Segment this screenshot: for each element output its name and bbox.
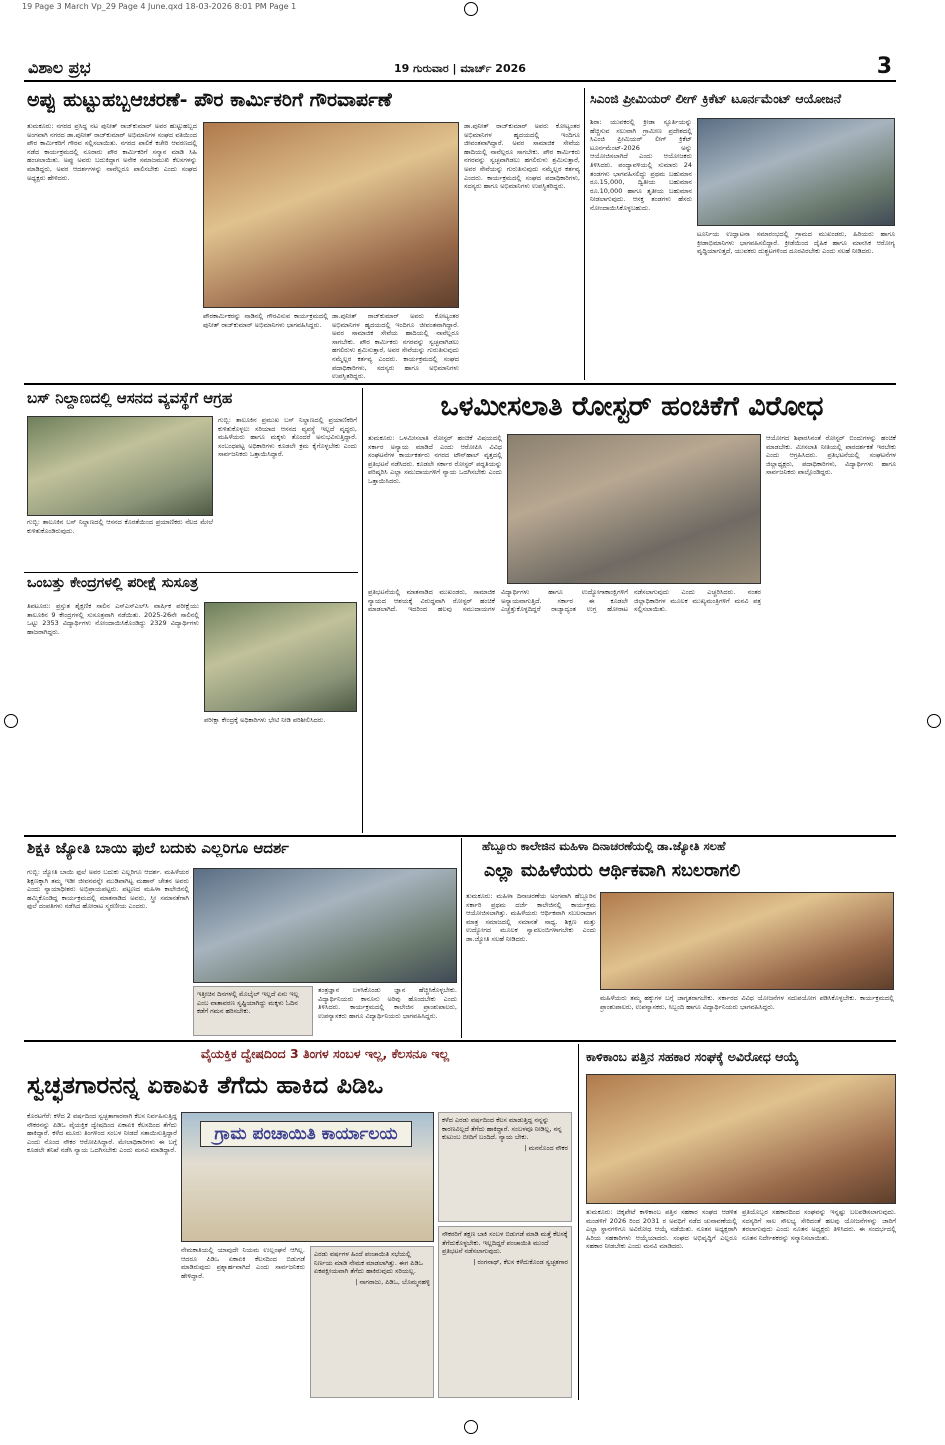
quote-attribution: | ಮನನೊಂದ ನೌಕರ (524, 1143, 568, 1152)
section-divider (24, 572, 358, 573)
article-8-headline: ಸ್ವಚ್ಛತಗಾರನನ್ನ ಏಕಾಏಕಿ ತೆಗೆದು ಹಾಕಿದ ಪಿಡಿಒ (27, 1072, 384, 1099)
article-7-headline: ಎಲ್ಲಾ ಮಹಿಳೆಯರು ಆರ್ಥಿಕವಾಗಿ ಸಬಲರಾಗಲಿ (484, 862, 741, 881)
article-1-body-mid: ಡಾ.ಪುನೀತ್ ರಾಜ್‌ಕುಮಾರ್ ಅವರು ಕೋಟ್ಯಂತರ ಅಭಿಮಾನಿಗಳ ಹೃದಯದಲ್ಲಿ ಇಂದಿಗೂ ಜೀವಂತವಾಗಿದ್ದಾರೆ. ಅವರ ಸಾಮಾಜಿಕ ಸೇವೆಯ ಹಾದಿಯಲ್ಲಿ ನಾವೆಲ್ಲರೂ ಸಾಗಬೇಕು. ಪೌರ ಕಾರ್ಮಿಕರು ನಗರವನ್ನು ಸ್ವಚ್ಛವಾಗಿಡಲು ಹಗಲಿರುಳು ಶ್ರಮಿಸುತ್ತಾರೆ, ಅವರ ಸೇವೆಯನ್ನು ಗುರುತಿಸುವುದು ನಮ್ಮೆಲ್ಲರ ಕರ್ತವ್ಯ ಎಂದರು. ಕಾರ್ಯಕ್ರಮದಲ್ಲಿ ಸಂಘದ ಪದಾಧಿಕಾರಿಗಳು, ಸದಸ್ಯರು ಹಾಗೂ ಅಭಿಮಾನಿಗಳು ಉಪಸ್ಥಿತರಿದ್ದರು. (332, 312, 459, 380)
article-5-caption: ಪರೀಕ್ಷಾ ಕೇಂದ್ರಕ್ಕೆ ಅಧಿಕಾರಿಗಳು ಭೇಟಿ ನೀಡಿ ಪರಿಶೀಲಿಸಿದರು. (204, 716, 326, 724)
article-8-kicker: ವೈಯಕ್ತಿಕ ದ್ವೇಷದಿಂದ 3 ತಿಂಗಳ ಸಂಬಳ ಇಲ್ಲ, ಕೆಲಸನೂ ಇಲ್ಲ (200, 1047, 450, 1061)
article-2-body: ಶಿರಾ: ಯುವಕರಲ್ಲಿ ಕ್ರೀಡಾ ಸ್ಫೂರ್ತಿಯನ್ನು ಹೆಚ್ಚಿಸುವ ಸಲುವಾಗಿ ಗ್ರಾಮೀಣ ಪ್ರದೇಶದಲ್ಲಿ ಸಿಎಂಜಿ ಪ್ರೀಮಿಯರ್ ಲೀಗ್ ಕ್ರಿಕೆಟ್ ಟೂರ್ನಮೆಂಟ್-2026 ಅನ್ನು ಆಯೋಜಿಸಲಾಗಿದೆ ಎಂದು ಆಯೋಜಕರು ತಿಳಿಸಿದರು. ಪಂದ್ಯಾವಳಿಯಲ್ಲಿ ಸುಮಾರು 24 ತಂಡಗಳು ಭಾಗವಹಿಸಲಿದ್ದು ಪ್ರಥಮ ಬಹುಮಾನ ರೂ.15,000, ದ್ವಿತೀಯ ಬಹುಮಾನ ರೂ.10,000 ಹಾಗೂ ತೃತೀಯ ಬಹುಮಾನ ನೀಡಲಾಗುವುದು. ಆಸಕ್ತ ತಂಡಗಳು ಹೆಸರು ನೋಂದಾಯಿಸಿಕೊಳ್ಳಬಹುದು. (590, 118, 692, 212)
article-6-body-right: ತಂತ್ರಜ್ಞಾನ ಬಳಸಿಕೊಂಡು ಜ್ಞಾನ ಹೆಚ್ಚಿಸಿಕೊಳ್ಳಬೇಕು. ವಿದ್ಯಾರ್ಥಿನಿಯರು ಕಾನೂನು ಅರಿವು ಹೊಂದಬೇಕು ಎಂದು ತಿಳಿಸಿದರು. ಕಾರ್ಯಕ್ರಮದಲ್ಲಿ ಕಾಲೇಜಿನ ಪ್ರಾಂಶುಪಾಲರು, ಉಪನ್ಯಾಸಕರು ಹಾಗೂ ವಿದ್ಯಾರ್ಥಿನಿಯರು ಭಾಗವಹಿಸಿದ್ದರು. (318, 986, 457, 1020)
article-2-body-lower: ಟೂರ್ನಿಯ ಉದ್ಘಾಟನಾ ಸಮಾರಂಭದಲ್ಲಿ ಗ್ರಾಮದ ಮುಖಂಡರು, ಹಿರಿಯರು ಹಾಗೂ ಕ್ರೀಡಾಭಿಮಾನಿಗಳು ಭಾಗವಹಿಸಲಿದ್ದಾರೆ. ಕ್ರೀಡೆಯಿಂದ ದೈಹಿಕ ಹಾಗೂ ಮಾನಸಿಕ ಆರೋಗ್ಯ ವೃದ್ಧಿಯಾಗುತ್ತದೆ, ಯುವಕರು ದುಶ್ಚಟಗಳಿಂದ ದೂರವಿರಬೇಕು ಎಂದು ಸಲಹೆ ನೀಡಿದರು. (697, 230, 895, 256)
article-7-photo (600, 892, 894, 990)
column-rule (578, 1044, 579, 1400)
article-4-headline: ಒಳಮೀಸಲಾತಿ ರೋಸ್ಟರ್ ಹಂಚಿಕೆಗೆ ವಿರೋಧ (440, 392, 824, 422)
article-1-photo (203, 122, 459, 308)
registration-mark-icon (464, 1420, 478, 1434)
article-8-quote-right (438, 1226, 572, 1398)
article-4-photo (507, 434, 761, 584)
article-6-photo (193, 868, 457, 983)
masthead (24, 56, 896, 82)
article-1-headline: ಅಪ್ಪು ಹುಟ್ಟುಹಬ್ಬಆಚರಣೆ- ಪೌರ ಕಾರ್ಮಿಕರಿಗೆ ಗೌರವಾರ್ಪಣೆ (27, 90, 392, 111)
registration-mark-icon (927, 714, 941, 728)
article-8-quote-left (310, 1246, 434, 1398)
article-5-headline: ಒಂಬತ್ತು ಕೇಂದ್ರಗಳಲ್ಲಿ ಪರೀಕ್ಷೆ ಸುಸೂತ್ರ (27, 576, 198, 591)
column-rule (362, 388, 363, 833)
quote-attribution: | ರಂಗನಾಥ್, ಕೆಲಸ ಕಳೆದುಕೊಂಡ ಸ್ವಚ್ಛತಗಾರ (473, 1257, 568, 1266)
article-9-photo (586, 1074, 896, 1204)
article-3-caption: ಗುಬ್ಬಿ: ತಾಲೂಕಿನ ಬಸ್ ನಿಲ್ದಾಣದಲ್ಲಿ ಆಸನದ ಕೊರತೆಯಿಂದ ಪ್ರಯಾಣಿಕರು ನೆಲದ ಮೇಲೆ ಕುಳಿತುಕೊಂಡಿರುವುದು. (27, 518, 213, 535)
article-5-photo (204, 602, 357, 712)
article-6-caption: ಇತ್ತೀಚಿನ ದಿನಗಳಲ್ಲಿ ಮೊಬೈಲ್ ಇಲ್ಲದೆ ಏನು ಇಲ್ಲ ಎಂಬ ವಾತಾವರಣ ಸೃಷ್ಟಿಯಾಗಿದ್ದು ಮಕ್ಕಳು ಓದಿನ ಕಡೆಗೆ ಗಮನ ಹರಿಸಬೇಕು. (193, 986, 313, 1036)
article-8-body-mid: ನೇಮಕಾತಿಯಲ್ಲಿ ಯಾವುದೇ ನಿಯಮ ಉಲ್ಲಂಘನೆ ಆಗಿಲ್ಲ. ಆದರೂ ಪಿಡಿಒ ಏಕಾಏಕಿ ಕೆಲಸದಿಂದ ಬಿಡುಗಡೆ ಮಾಡಿರುವುದು ಪ್ರಶ್ನಾರ್ಹವಾಗಿದೆ ಎಂದು ಸಾರ್ವಜನಿಕರು ಹೇಳಿದ್ದಾರೆ. (181, 1246, 305, 1280)
quote-text: ಕಳೆದ ಎರಡು ವರ್ಷದಿಂದ ಕೆಲಸ ಮಾಡುತ್ತಿದ್ದ ನನ್ನನ್ನು ಕಾರಣವಿಲ್ಲದೆ ತೆಗೆದು ಹಾಕಿದ್ದಾರೆ. ಸಂಬಳವೂ ನೀಡಿಲ್ಲ, ನನ್ನ ಕುಟುಂಬ ಬೀದಿಗೆ ಬಂದಿದೆ. ನ್ಯಾಯ ಬೇಕು. (442, 1116, 562, 1142)
article-9-body-right: ಪ್ರತಿಯೊಬ್ಬರ ಸಹಕಾರದಿಂದ ಸಂಘವನ್ನು ಇನ್ನಷ್ಟು ಬಲಪಡಿಸಲಾಗುವುದು. ಸದಸ್ಯರಿಗೆ ಸಾಲ ಸೌಲಭ್ಯ ಸೇರಿದಂತೆ ಹಲವು ಯೋಜನೆಗಳನ್ನು ಜಾರಿಗೆ ತರಲಾಗುವುದು ಎಂದು ನೂತನ ಅಧ್ಯಕ್ಷರು ತಿಳಿಸಿದರು. ಈ ಸಂದರ್ಭದಲ್ಲಿ ನೂತನ ನಿರ್ದೇಶಕರನ್ನು ಸನ್ಮಾನಿಸಲಾಯಿತು. (742, 1208, 896, 1242)
article-4-body-right: ಆಯೋಗದ ಶಿಫಾರಸಿನಂತೆ ರೋಸ್ಟರ್ ಬಿಂದುಗಳನ್ನು ಹಂಚಿಕೆ ಮಾಡಬೇಕು. ಮೀಸಲಾತಿ ನೀತಿಯಲ್ಲಿ ಪಾರದರ್ಶಕತೆ ಇರಬೇಕು ಎಂದು ಆಗ್ರಹಿಸಿದರು. ಪ್ರತಿಭಟನೆಯಲ್ಲಿ ಸಂಘಟನೆಗಳ ಜಿಲ್ಲಾಧ್ಯಕ್ಷರು, ಪದಾಧಿಕಾರಿಗಳು, ವಿದ್ಯಾರ್ಥಿಗಳು ಹಾಗೂ ಸಾರ್ವಜನಿಕರು ಪಾಲ್ಗೊಂಡಿದ್ದರು. (766, 434, 896, 477)
article-1-caption: ಪೌರಕಾರ್ಮಿಕರನ್ನು ನಾಡಿನಲ್ಲಿ ಗೌರವಿಸುವ ಕಾರ್ಯಕ್ರಮದಲ್ಲಿ ಪುನೀತ್ ರಾಜ್‌ಕುಮಾರ್ ಅಭಿಮಾನಿಗಳು ಭಾಗವಹಿಸಿದ್ದರು. (203, 312, 328, 329)
section-divider (24, 1040, 896, 1042)
article-4-body-lower: ಪ್ರತಿಭಟನೆಯಲ್ಲಿ ಮಾತನಾಡಿದ ಮುಖಂಡರು, ಸಾಮಾಜಿಕ ನ್ಯಾಯದ ಆಶಯಕ್ಕೆ ವಿರುದ್ಧವಾಗಿ ರೋಸ್ಟರ್ ಹಂಚಿಕೆ ಮಾಡಲಾಗಿದೆ. ಇದರಿಂದ ಹಲವು ಸಮುದಾಯಗಳ ವಿದ್ಯಾರ್ಥಿಗಳು ಹಾಗೂ ಉದ್ಯೋಗಾಕಾಂಕ್ಷಿಗಳಿಗೆ ಅನ್ಯಾಯವಾಗುತ್ತಿದೆ. ಸರ್ಕಾರ ಈ ಕೂಡಲೇ ಎಚ್ಚೆತ್ತುಕೊಳ್ಳದಿದ್ದರೆ ರಾಜ್ಯಾದ್ಯಂತ ಉಗ್ರ ಹೋರಾಟ ನಡೆಸಲಾಗುವುದು ಎಂದು ಎಚ್ಚರಿಸಿದರು. ನಂತರ ಜಿಲ್ಲಾಧಿಕಾರಿಗಳ ಮೂಲಕ ಮುಖ್ಯಮಂತ್ರಿಗಳಿಗೆ ಮನವಿ ಪತ್ರ ಸಲ್ಲಿಸಲಾಯಿತು. (368, 588, 761, 614)
quote-text: ಎರಡು ವರ್ಷಗಳ ಹಿಂದೆ ಪಂಚಾಯಿತಿ ಸಭೆಯಲ್ಲಿ ನಿರ್ಣಯ ಮಾಡಿ ನೇಮಕ ಮಾಡಲಾಗಿತ್ತು. ಈಗ ಪಿಡಿಒ ಏಕಪಕ್ಷೀಯವಾಗಿ ತೆಗೆದು ಹಾಕಿರುವುದು ಸರಿಯಲ್ಲ. (314, 1250, 423, 1276)
article-2-headline: ಸಿಎಂಜಿ ಪ್ರೀಮಿಯರ್ ಲೀಗ್ ಕ್ರಿಕೆಟ್ ಟೂರ್ನಮೆಂಟ್ ಆಯೋಜನೆ (590, 92, 842, 106)
article-5-body: ತಿಪಟೂರು: ಪ್ರಸ್ತುತ ಶೈಕ್ಷಣಿಕ ಸಾಲಿನ ಎಸ್‌ಎಸ್‌ಎಲ್‌ಸಿ ವಾರ್ಷಿಕ ಪರೀಕ್ಷೆಯು ತಾಲೂಕಿನ 9 ಕೇಂದ್ರಗಳಲ್ಲಿ ಸುಸೂತ್ರವಾಗಿ ನಡೆಯಿತು. 2025-26ನೇ ಸಾಲಿನಲ್ಲಿ ಒಟ್ಟು 2353 ವಿದ್ಯಾರ್ಥಿಗಳು ನೋಂದಾಯಿಸಿಕೊಂಡಿದ್ದು 2329 ವಿದ್ಯಾರ್ಥಿಗಳು ಹಾಜರಾಗಿದ್ದರು. (27, 602, 199, 636)
column-rule (461, 838, 462, 1038)
article-4-body: ತುಮಕೂರು: ಒಳಮೀಸಲಾತಿ ರೋಸ್ಟರ್ ಹಂಚಿಕೆ ವಿಷಯದಲ್ಲಿ ಸರ್ಕಾರ ಅನ್ಯಾಯ ಮಾಡಿದೆ ಎಂದು ಆರೋಪಿಸಿ ವಿವಿಧ ಸಂಘಟನೆಗಳ ಕಾರ್ಯಕರ್ತರು ನಗರದ ಟೌನ್‌ಹಾಲ್ ವೃತ್ತದಲ್ಲಿ ಪ್ರತಿಭಟನೆ ನಡೆಸಿದರು. ಕೂಡಲೇ ಸರ್ಕಾರ ರೋಸ್ಟರ್ ಪದ್ಧತಿಯನ್ನು ಪರಿಷ್ಕರಿಸಿ ಎಲ್ಲಾ ಸಮುದಾಯಗಳಿಗೆ ನ್ಯಾಯ ಒದಗಿಸಬೇಕು ಎಂದು ಒತ್ತಾಯಿಸಿದರು. (368, 434, 502, 485)
panchayat-sign: ಗ್ರಾಮ ಪಂಚಾಯಿತಿ ಕಾರ್ಯಾಲಯ (200, 1121, 412, 1147)
quote-attribution: | ನಾಗರಾಜು, ಪಿಡಿಒ, ಬೊಮ್ಮನಹಳ್ಳಿ (355, 1277, 430, 1286)
article-6-headline: ಶಿಕ್ಷಕಿ ಜ್ಯೋತಿ ಬಾಯಿ ಫುಲೆ ಬದುಕು ಎಲ್ಲರಿಗೂ ಆದರ್ಶ (27, 840, 289, 857)
section-divider (24, 383, 896, 385)
article-7-body: ತುಮಕೂರು: ಮಹಿಳಾ ದಿನಾಚರಣೆಯ ಅಂಗವಾಗಿ ಹೆಬ್ಬೂರಿನ ಸರ್ಕಾರಿ ಪ್ರಥಮ ದರ್ಜೆ ಕಾಲೇಜಿನಲ್ಲಿ ಕಾರ್ಯಕ್ರಮ ಆಯೋಜಿಸಲಾಗಿತ್ತು. ಮಹಿಳೆಯರು ಆರ್ಥಿಕವಾಗಿ ಸಬಲರಾದಾಗ ಮಾತ್ರ ಸಮಾಜದಲ್ಲಿ ಸಮಾನತೆ ಸಾಧ್ಯ. ಶಿಕ್ಷಣ ಮತ್ತು ಉದ್ಯೋಗದ ಮೂಲಕ ಸ್ವಾವಲಂಬಿಗಳಾಗಬೇಕು ಎಂದು ಡಾ.ಜ್ಯೋತಿ ಸಲಹೆ ನೀಡಿದರು. (466, 892, 596, 943)
slug-line: 19 Page 3 March Vp_29 Page 4 June.qxd 18-03-2026 8:01 PM Page 1 (22, 2, 297, 11)
section-divider (24, 835, 896, 837)
article-7-kicker: ಹೆಬ್ಬೂರು ಕಾಲೇಜಿನ ಮಹಿಳಾ ದಿನಾಚರಣೆಯಲ್ಲಿ ಡಾ.ಜ್ಯೋತಿ ಸಲಹೆ (482, 840, 726, 853)
article-8-body: ಕೊರಟಗೆರೆ: ಕಳೆದ 2 ವರ್ಷದಿಂದ ಸ್ವಚ್ಛತಾಗಾರನಾಗಿ ಕೆಲಸ ನಿರ್ವಹಿಸುತ್ತಿದ್ದ ನೌಕರನನ್ನು ಪಿಡಿಒ ವೈಯಕ್ತಿಕ ದ್ವೇಷದಿಂದ ಏಕಾಏಕಿ ಕೆಲಸದಿಂದ ತೆಗೆದು ಹಾಕಿದ್ದಾರೆ. ಕಳೆದ ಮೂರು ತಿಂಗಳಿಂದ ಸಂಬಳ ನೀಡದೆ ಸತಾಯಿಸುತ್ತಿದ್ದಾರೆ ಎಂದು ನೊಂದ ನೌಕರ ಆರೋಪಿಸಿದ್ದಾರೆ. ಮೇಲಾಧಿಕಾರಿಗಳು ಈ ಬಗ್ಗೆ ಕೂಡಲೇ ತನಿಖೆ ನಡೆಸಿ ನ್ಯಾಯ ಒದಗಿಸಬೇಕು ಎಂದು ಮನವಿ ಮಾಡಿದ್ದಾರೆ. (27, 1112, 177, 1155)
article-3-body: ಗುಬ್ಬಿ: ತಾಲೂಕಿನ ಪ್ರಮುಖ ಬಸ್ ನಿಲ್ದಾಣದಲ್ಲಿ ಪ್ರಯಾಣಿಕರಿಗೆ ಕುಳಿತುಕೊಳ್ಳಲು ಸರಿಯಾದ ಆಸನದ ವ್ಯವಸ್ಥೆ ಇಲ್ಲದೆ ವೃದ್ಧರು, ಮಹಿಳೆಯರು ಹಾಗೂ ಮಕ್ಕಳು ತೊಂದರೆ ಅನುಭವಿಸುತ್ತಿದ್ದಾರೆ. ಸಂಬಂಧಪಟ್ಟ ಅಧಿಕಾರಿಗಳು ಕೂಡಲೇ ಕ್ರಮ ಕೈಗೊಳ್ಳಬೇಕು ಎಂದು ಸಾರ್ವಜನಿಕರು ಒತ್ತಾಯಿಸಿದ್ದಾರೆ. (218, 416, 357, 459)
article-8-photo (181, 1112, 434, 1242)
article-3-headline: ಬಸ್ ನಿಲ್ದಾಣದಲ್ಲಿ ಆಸನದ ವ್ಯವಸ್ಥೆಗೆ ಆಗ್ರಹ (27, 390, 233, 407)
quote-text: ನೌಕರರಿಗೆ ತಕ್ಷಣ ಬಾಕಿ ಸಂಬಳ ಬಿಡುಗಡೆ ಮಾಡಿ ಮತ್ತೆ ಕೆಲಸಕ್ಕೆ ತೆಗೆದುಕೊಳ್ಳಬೇಕು. ಇಲ್ಲದಿದ್ದರೆ ಪಂಚಾಯಿತಿ ಮುಂದೆ ಪ್ರತಿಭಟನೆ ನಡೆಸಲಾಗುವುದು. (442, 1230, 568, 1256)
article-7-body-right: ಮಹಿಳೆಯರು ತಮ್ಮ ಹಕ್ಕುಗಳ ಬಗ್ಗೆ ಜಾಗೃತರಾಗಬೇಕು. ಸರ್ಕಾರದ ವಿವಿಧ ಯೋಜನೆಗಳ ಸದುಪಯೋಗ ಪಡಿಸಿಕೊಳ್ಳಬೇಕು. ಕಾರ್ಯಕ್ರಮದಲ್ಲಿ ಪ್ರಾಂಶುಪಾಲರು, ಉಪನ್ಯಾಸಕರು, ಸಿಬ್ಬಂದಿ ಹಾಗೂ ವಿದ್ಯಾರ್ಥಿನಿಯರು ಭಾಗವಹಿಸಿದ್ದರು. (600, 994, 894, 1011)
column-rule (584, 88, 585, 380)
article-9-headline: ಕಾಳಿಕಾಂಬ ಪತ್ತಿನ ಸಹಕಾರ ಸಂಘಕ್ಕೆ ಅವಿರೋಧ ಆಯ್ಕೆ (586, 1050, 799, 1064)
article-8-quote-top (438, 1112, 572, 1222)
article-6-body: ಗುಬ್ಬಿ: ಜ್ಯೋತಿ ಬಾಯಿ ಫುಲೆ ಅವರ ಬದುಕು ಎಲ್ಲರಿಗೂ ಆದರ್ಶ. ಮಹಿಳೆಯರ ಶಿಕ್ಷಣಕ್ಕಾಗಿ ತಮ್ಮ ಇಡೀ ಜೀವನವನ್ನೇ ಮುಡಿಪಾಗಿಟ್ಟ ಮಹಾನ್ ಚೇತನ ಅವರು ಎಂದು ನ್ಯಾಯಾಧೀಶರು ಅಭಿಪ್ರಾಯಪಟ್ಟರು. ಪಟ್ಟಣದ ಮಹಿಳಾ ಕಾಲೇಜಿನಲ್ಲಿ ಹಮ್ಮಿಕೊಂಡಿದ್ದ ಕಾರ್ಯಕ್ರಮದಲ್ಲಿ ಮಾತನಾಡಿದ ಅವರು, ಸ್ತ್ರೀ ಸಮಾನತೆಗಾಗಿ ಫುಲೆ ದಂಪತಿಗಳು ನಡೆಸಿದ ಹೋರಾಟ ಸ್ಮರಣೀಯ ಎಂದರು. (27, 868, 189, 911)
article-3-photo (27, 416, 213, 516)
registration-mark-icon (4, 714, 18, 728)
paper-name: ವಿಶಾಲ ಪ್ರಭ (28, 58, 91, 77)
issue-date: 19 ಗುರುವಾರ | ಮಾರ್ಚ್ 2026 (394, 62, 526, 75)
article-2-photo (697, 118, 895, 226)
article-1-body-left: ತುಮಕೂರು: ನಗರದ ಪ್ರಸಿದ್ಧ ನಟ ಪುನೀತ್ ರಾಜ್‌ಕುಮಾರ್ ಅವರ ಹುಟ್ಟುಹಬ್ಬದ ಅಂಗವಾಗಿ ನಗರದ ಡಾ.ಪುನೀತ್ ರಾಜ್‌ಕುಮಾರ್ ಅಭಿಮಾನಿಗಳ ಸಂಘದ ವತಿಯಿಂದ ಪೌರ ಕಾರ್ಮಿಕರಿಗೆ ಗೌರವ ಸಲ್ಲಿಸಲಾಯಿತು. ನಗರದ ಪಾಲಿಕೆ ಕಚೇರಿ ಆವರಣದಲ್ಲಿ ನಡೆದ ಕಾರ್ಯಕ್ರಮದಲ್ಲಿ ನೂರಾರು ಪೌರ ಕಾರ್ಮಿಕರಿಗೆ ಸನ್ಮಾನ ಮಾಡಿ ಸಿಹಿ ಹಂಚಲಾಯಿತು. ಅಪ್ಪು ಅವರು ಬದುಕಿದ್ದಾಗ ಅನೇಕ ಸಮಾಜಮುಖಿ ಕೆಲಸಗಳನ್ನು ಮಾಡಿದ್ದರು, ಅವರ ಆದರ್ಶಗಳನ್ನು ನಾವೆಲ್ಲರೂ ಪಾಲಿಸಬೇಕು ಎಂದು ಸಂಘದ ಅಧ್ಯಕ್ಷರು ಹೇಳಿದರು. (27, 122, 197, 182)
page-number: 3 (876, 54, 892, 79)
article-1-body-right: ಡಾ.ಪುನೀತ್ ರಾಜ್‌ಕುಮಾರ್ ಅವರು ಕೋಟ್ಯಂತರ ಅಭಿಮಾನಿಗಳ ಹೃದಯದಲ್ಲಿ ಇಂದಿಗೂ ಜೀವಂತವಾಗಿದ್ದಾರೆ. ಅವರ ಸಾಮಾಜಿಕ ಸೇವೆಯ ಹಾದಿಯಲ್ಲಿ ನಾವೆಲ್ಲರೂ ಸಾಗಬೇಕು. ಪೌರ ಕಾರ್ಮಿಕರು ನಗರವನ್ನು ಸ್ವಚ್ಛವಾಗಿಡಲು ಹಗಲಿರುಳು ಶ್ರಮಿಸುತ್ತಾರೆ, ಅವರ ಸೇವೆಯನ್ನು ಗುರುತಿಸುವುದು ನಮ್ಮೆಲ್ಲರ ಕರ್ತವ್ಯ ಎಂದರು. ಕಾರ್ಯಕ್ರಮದಲ್ಲಿ ಸಂಘದ ಪದಾಧಿಕಾರಿಗಳು, ಸದಸ್ಯರು ಹಾಗೂ ಅಭಿಮಾನಿಗಳು ಉಪಸ್ಥಿತರಿದ್ದರು. (464, 122, 580, 191)
registration-mark-icon (464, 2, 478, 16)
article-9-body: ತುಮಕೂರು: ಚಿಕ್ಕಪೇಟೆ ಕಾಳಿಕಾಂಬ ಪತ್ತಿನ ಸಹಕಾರ ಸಂಘದ ಆಡಳಿತ ಮಂಡಳಿಗೆ 2026 ರಿಂದ 2031 ರ ಅವಧಿಗೆ ನಡೆದ ಚುನಾವಣೆಯಲ್ಲಿ ಎಲ್ಲಾ ಸ್ಥಾನಗಳಿಗೂ ಅವಿರೋಧ ಆಯ್ಕೆ ನಡೆಯಿತು. ನೂತನ ಅಧ್ಯಕ್ಷರಾಗಿ ಹಿರಿಯ ಸಹಕಾರಿಗಳು ಆಯ್ಕೆಯಾದರು. ಸಂಘದ ಅಭಿವೃದ್ಧಿಗೆ ಎಲ್ಲರೂ ಸಹಕಾರ ನೀಡಬೇಕು ಎಂದು ಮನವಿ ಮಾಡಿದರು. (586, 1208, 737, 1251)
